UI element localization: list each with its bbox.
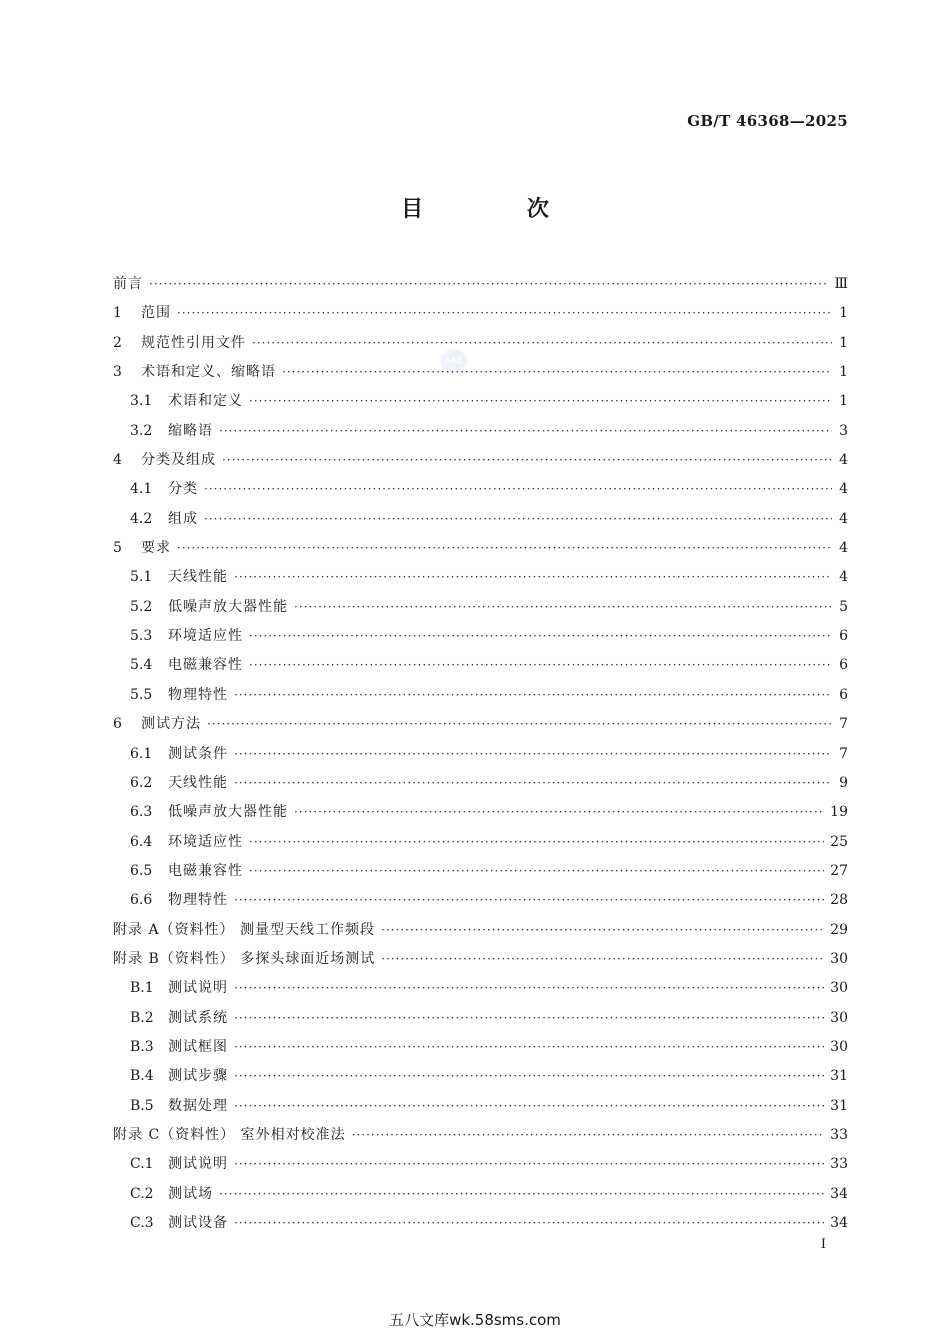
footer-site: 五八文库wk.58sms.com xyxy=(389,1311,561,1329)
toc-entry-number: 6.1 xyxy=(130,745,153,762)
toc-entry-number: 3 xyxy=(113,364,122,381)
toc-entry-page: 6 xyxy=(839,657,848,674)
toc-entry-number: B.2 xyxy=(130,1009,154,1026)
toc-leader-dots xyxy=(149,270,828,299)
toc-entry-page: 30 xyxy=(830,980,848,997)
toc-entry-label: 测试系统 xyxy=(168,1009,228,1026)
toc-entry-label: 分类 xyxy=(168,481,198,498)
page-folio: I xyxy=(820,1237,826,1252)
toc-entry[interactable] xyxy=(113,1209,848,1238)
toc-entry-page: 3 xyxy=(839,422,848,439)
watermark-logo: SAC xyxy=(441,349,467,373)
toc-entry[interactable] xyxy=(113,446,848,475)
toc-entry[interactable] xyxy=(113,857,848,886)
toc-entry[interactable] xyxy=(113,475,848,504)
toc-entry-number: C.1 xyxy=(130,1156,154,1173)
toc-leader-dots xyxy=(207,710,832,739)
toc-leader-dots xyxy=(204,505,832,534)
toc-leader-dots xyxy=(234,563,832,592)
toc-entry-number: 6.4 xyxy=(130,833,153,850)
toc-entry[interactable] xyxy=(113,329,848,358)
toc-entry-page: 25 xyxy=(830,833,848,850)
toc-entry-page: 1 xyxy=(839,334,848,351)
toc-entry[interactable] xyxy=(113,1033,848,1062)
toc-entry[interactable] xyxy=(113,1150,848,1179)
toc-entry-page: 30 xyxy=(830,1009,848,1026)
toc-entry[interactable] xyxy=(113,358,848,387)
toc-entry-page: 4 xyxy=(839,452,848,469)
toc-entry[interactable] xyxy=(113,769,848,798)
toc-entry-number: 6.6 xyxy=(130,892,153,909)
toc-leader-dots xyxy=(204,475,832,504)
toc-entry-label: 电磁兼容性 xyxy=(168,862,243,879)
toc-entry[interactable] xyxy=(113,828,848,857)
toc-entry-label: 组成 xyxy=(168,510,198,527)
toc-entry-page: 4 xyxy=(839,481,848,498)
toc-entry-page: 27 xyxy=(830,862,848,879)
toc-entry-label: 天线性能 xyxy=(168,569,228,586)
toc-entry-label: 术语和定义、缩略语 xyxy=(141,364,276,381)
toc-entry[interactable] xyxy=(113,974,848,1003)
toc-entry-page: Ⅲ xyxy=(834,276,848,292)
toc-leader-dots xyxy=(294,798,824,827)
toc-leader-dots xyxy=(234,974,824,1003)
toc-leader-dots xyxy=(234,681,832,710)
toc-entry-label: 天线性能 xyxy=(168,774,228,791)
toc-entry-label: 测试条件 xyxy=(168,745,228,762)
toc-entry-number: 5.2 xyxy=(130,598,153,615)
toc-entry-label: 低噪声放大器性能 xyxy=(168,804,288,821)
toc-entry[interactable] xyxy=(113,505,848,534)
toc-entry-label: 测试设备 xyxy=(168,1215,228,1231)
toc-entry-label: 环境适应性 xyxy=(168,833,243,850)
toc-entry-label: 数据处理 xyxy=(168,1097,228,1114)
toc-entry-label: 前言 xyxy=(113,276,143,292)
toc-leader-dots xyxy=(282,358,832,387)
toc-entry-number: B.5 xyxy=(130,1097,154,1114)
toc-entry-page: 5 xyxy=(839,598,848,615)
toc-entry-number: 6.2 xyxy=(130,774,153,791)
toc-entry[interactable] xyxy=(113,1121,848,1150)
table-of-contents xyxy=(113,270,848,1238)
toc-entry-label: 环境适应性 xyxy=(168,628,243,645)
toc-leader-dots xyxy=(222,446,832,475)
toc-entry-page: 4 xyxy=(839,569,848,586)
toc-leader-dots xyxy=(234,1033,824,1062)
toc-entry[interactable] xyxy=(113,270,848,299)
toc-entry-label: 测试框图 xyxy=(168,1038,228,1055)
toc-entry-label: 缩略语 xyxy=(168,422,213,439)
toc-entry-number: B.1 xyxy=(130,980,154,997)
toc-entry-page: 1 xyxy=(839,364,848,381)
toc-entry[interactable] xyxy=(113,299,848,328)
toc-entry-label: 测试场 xyxy=(168,1185,213,1202)
toc-leader-dots xyxy=(249,828,824,857)
toc-entry-label: 范围 xyxy=(141,305,171,322)
toc-leader-dots xyxy=(234,1209,824,1238)
toc-entry-page: 31 xyxy=(830,1068,848,1085)
toc-entry-page: 19 xyxy=(830,804,848,821)
page-title: 目 次 xyxy=(401,197,597,222)
toc-entry-number: 4.2 xyxy=(130,510,153,527)
toc-leader-dots xyxy=(177,299,832,328)
toc-entry-page: 1 xyxy=(839,305,848,322)
toc-entry-page: 34 xyxy=(830,1185,848,1202)
toc-entry[interactable] xyxy=(113,886,848,915)
toc-entry[interactable] xyxy=(113,534,848,563)
toc-leader-dots xyxy=(234,1150,824,1179)
toc-entry[interactable] xyxy=(113,387,848,416)
standard-number: GB/T 46368—2025 xyxy=(687,112,848,130)
toc-entry-number: 5 xyxy=(113,540,122,557)
toc-entry-page: 31 xyxy=(830,1097,848,1114)
toc-entry[interactable] xyxy=(113,1062,848,1091)
toc-entry-number: C.3 xyxy=(130,1215,154,1231)
toc-leader-dots xyxy=(352,1121,825,1150)
toc-entry-label: 物理特性 xyxy=(168,892,228,909)
toc-entry-label: 术语和定义 xyxy=(168,393,243,410)
toc-leader-dots xyxy=(219,417,832,446)
toc-entry-label: 低噪声放大器性能 xyxy=(168,598,288,615)
toc-entry-page: 7 xyxy=(839,745,848,762)
toc-entry-page: 28 xyxy=(830,892,848,909)
toc-entry-number: 4 xyxy=(113,452,122,469)
toc-entry-page: 34 xyxy=(830,1215,848,1231)
toc-entry-number: 1 xyxy=(113,305,122,322)
toc-entry-label: 物理特性 xyxy=(168,686,228,703)
toc-leader-dots xyxy=(234,740,832,769)
toc-entry-number: 6.3 xyxy=(130,804,153,821)
toc-entry-label: 规范性引用文件 xyxy=(141,334,246,351)
toc-entry-label: 测试说明 xyxy=(168,1156,228,1173)
toc-leader-dots xyxy=(219,1180,824,1209)
toc-entry[interactable] xyxy=(113,710,848,739)
toc-entry-number: B.3 xyxy=(130,1038,154,1055)
toc-leader-dots xyxy=(249,857,824,886)
toc-entry[interactable] xyxy=(113,622,848,651)
toc-entry-page: 9 xyxy=(839,774,848,791)
toc-leader-dots xyxy=(249,622,832,651)
toc-leader-dots xyxy=(252,329,832,358)
toc-leader-dots xyxy=(234,1004,824,1033)
toc-entry-page: 6 xyxy=(839,628,848,645)
toc-entry[interactable] xyxy=(113,593,848,622)
toc-entry-number: B.4 xyxy=(130,1068,154,1085)
toc-entry-page: 7 xyxy=(839,716,848,733)
toc-entry-page: 33 xyxy=(830,1156,848,1173)
toc-entry-number: 5.1 xyxy=(130,569,153,586)
toc-entry[interactable] xyxy=(113,681,848,710)
toc-entry-number: 3.1 xyxy=(130,393,153,410)
toc-entry-number: 3.2 xyxy=(130,422,153,439)
toc-entry-label: 要求 xyxy=(141,540,171,557)
toc-entry-label: 电磁兼容性 xyxy=(168,657,243,674)
toc-leader-dots xyxy=(249,651,832,680)
toc-entry[interactable] xyxy=(113,916,848,945)
toc-entry[interactable] xyxy=(113,1004,848,1033)
toc-entry-label: 附录 C（资料性） 室外相对校准法 xyxy=(113,1126,346,1143)
toc-leader-dots xyxy=(234,886,824,915)
toc-entry[interactable] xyxy=(113,740,848,769)
toc-entry-page: 29 xyxy=(830,921,848,938)
toc-leader-dots xyxy=(177,534,832,563)
toc-entry-number: 4.1 xyxy=(130,481,153,498)
toc-entry-number: 6 xyxy=(113,716,122,733)
toc-entry[interactable] xyxy=(113,1180,848,1209)
toc-entry-label: 分类及组成 xyxy=(141,452,216,469)
toc-leader-dots xyxy=(294,593,832,622)
toc-entry[interactable] xyxy=(113,798,848,827)
toc-leader-dots xyxy=(234,1092,824,1121)
toc-entry-page: 30 xyxy=(830,950,848,967)
toc-entry[interactable] xyxy=(113,651,848,680)
toc-entry[interactable] xyxy=(113,945,848,974)
toc-entry-page: 4 xyxy=(839,510,848,527)
toc-leader-dots xyxy=(381,945,824,974)
toc-entry-page: 6 xyxy=(839,686,848,703)
toc-entry-number: C.2 xyxy=(130,1185,154,1202)
toc-entry-label: 测试说明 xyxy=(168,980,228,997)
toc-entry-label: 测试方法 xyxy=(141,716,201,733)
toc-leader-dots xyxy=(234,1062,824,1091)
toc-entry-number: 5.4 xyxy=(130,657,153,674)
toc-leader-dots xyxy=(234,769,832,798)
toc-entry-number: 5.5 xyxy=(130,686,153,703)
toc-entry-page: 1 xyxy=(839,393,848,410)
toc-entry-page: 33 xyxy=(830,1126,848,1143)
toc-entry-label: 附录 A（资料性） 测量型天线工作频段 xyxy=(113,921,376,938)
toc-entry[interactable] xyxy=(113,563,848,592)
toc-entry[interactable] xyxy=(113,1092,848,1121)
toc-entry[interactable] xyxy=(113,417,848,446)
toc-leader-dots xyxy=(249,387,832,416)
toc-leader-dots xyxy=(381,916,824,945)
toc-entry-page: 30 xyxy=(830,1038,848,1055)
toc-entry-page: 4 xyxy=(839,540,848,557)
toc-entry-label: 附录 B（资料性） 多探头球面近场测试 xyxy=(113,950,376,967)
toc-entry-number: 2 xyxy=(113,334,122,351)
toc-entry-number: 5.3 xyxy=(130,628,153,645)
toc-entry-label: 测试步骤 xyxy=(168,1068,228,1085)
toc-entry-number: 6.5 xyxy=(130,862,153,879)
